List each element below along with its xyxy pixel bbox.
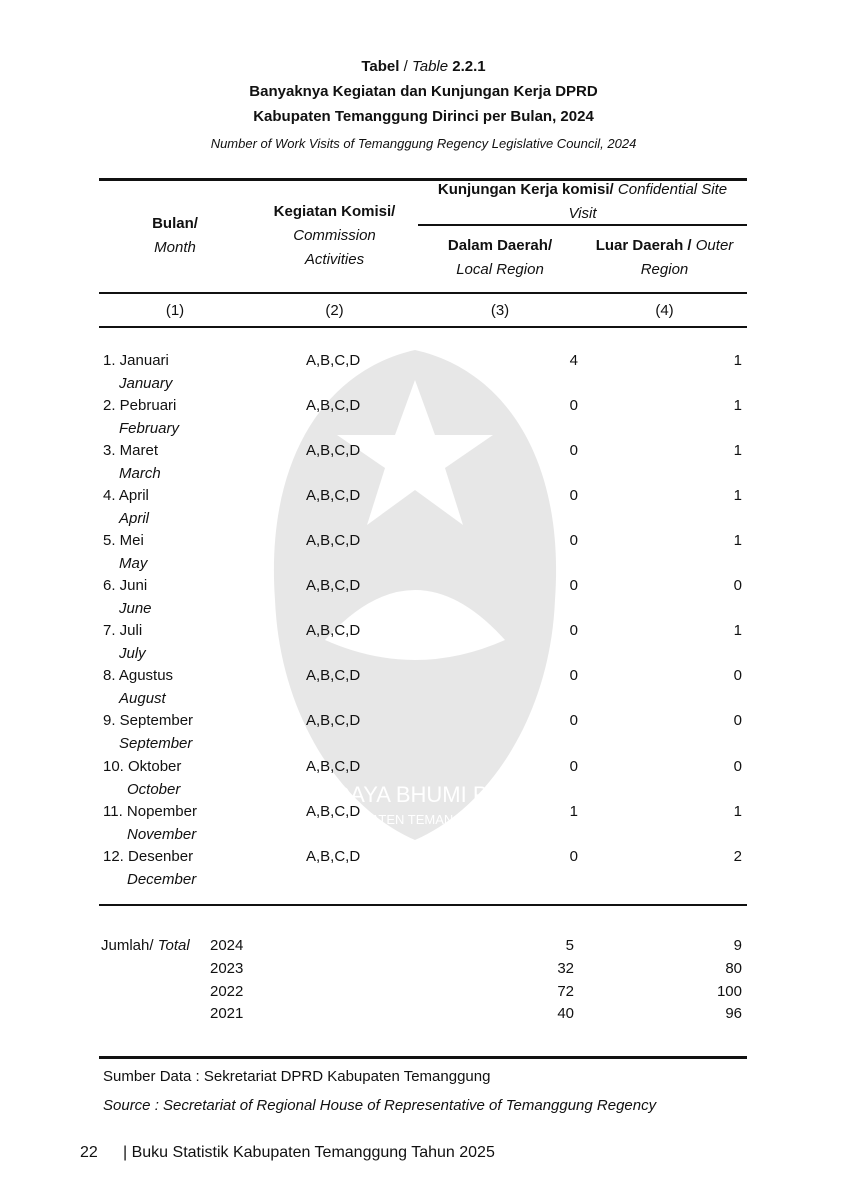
- month-en: July: [119, 645, 146, 662]
- month-en: May: [119, 555, 148, 572]
- table-row: [0, 665, 847, 710]
- header-commission-activities: Kegiatan Komisi/ Commission Activities: [273, 203, 396, 268]
- month-id: 2. Pebruari: [103, 397, 177, 414]
- month-id: 4. April: [103, 487, 149, 504]
- month-id: 9. September: [103, 712, 194, 729]
- table-row: [0, 620, 847, 665]
- table-title-line1: Banyaknya Kegiatan dan Kunjungan Kerja DPRD: [249, 83, 598, 100]
- table-title-en: Number of Work Visits of Temanggung Regency Legislative Council, 2024: [210, 136, 637, 151]
- commission-activities: A,B,C,D: [306, 352, 361, 369]
- total-year: 2022: [210, 983, 244, 1000]
- month-id: 12. Desenber: [103, 848, 194, 865]
- local-visits: 0: [569, 712, 578, 729]
- commission-activities: A,B,C,D: [306, 848, 361, 865]
- outer-visits: 0: [733, 712, 742, 729]
- header-bottom-rule: [99, 292, 747, 294]
- table-row: [0, 846, 847, 891]
- table-row: [0, 801, 847, 846]
- month-id: 7. Juli: [103, 622, 143, 639]
- col-number-3: (3): [490, 302, 510, 319]
- local-visits: 0: [569, 667, 578, 684]
- col-number-1: (1): [165, 302, 185, 319]
- footer-book-title: | Buku Statistik Kabupaten Temanggung Tahun 2025: [123, 1144, 495, 1161]
- page-number: 22: [80, 1144, 98, 1161]
- month-en: April: [119, 510, 150, 527]
- header-month: Bulan/ Month: [152, 215, 198, 256]
- total-local: 40: [557, 1005, 574, 1022]
- month-id: 11. Nopember: [103, 803, 197, 820]
- title-label-id: Tabel: [361, 58, 400, 75]
- total-year: 2021: [210, 1005, 244, 1022]
- total-local: 72: [557, 983, 574, 1000]
- total-outer: 9: [733, 937, 742, 954]
- total-local: 32: [557, 960, 574, 977]
- month-en: January: [119, 375, 173, 392]
- local-visits: 0: [569, 532, 578, 549]
- commission-activities: A,B,C,D: [306, 442, 361, 459]
- outer-visits: 2: [733, 848, 742, 865]
- table-row: [0, 395, 847, 440]
- col-number-2: (2): [325, 302, 344, 319]
- month-id: 5. Mei: [103, 532, 144, 549]
- source-id: Sumber Data : Sekretariat DPRD Kabupaten Temanggung: [103, 1068, 491, 1085]
- month-en: November: [127, 826, 197, 843]
- total-outer: 100: [716, 983, 742, 1000]
- local-visits: 0: [569, 622, 578, 639]
- svg-text:KABUPATEN TEMANGGUNG: KABUPATEN TEMANGGUNG: [327, 812, 503, 827]
- table-row: [0, 756, 847, 801]
- month-en: October: [127, 781, 181, 798]
- table-row: [0, 710, 847, 755]
- table-title-number: [0, 58, 847, 75]
- header-local-region: Dalam Daerah/ Local Region: [447, 237, 553, 278]
- commission-activities: A,B,C,D: [306, 487, 361, 504]
- local-visits: 0: [569, 577, 578, 594]
- total-label: Jumlah/ Total: [101, 937, 190, 954]
- month-id: 1. Januari: [103, 352, 169, 369]
- col-number-4: (4): [655, 302, 674, 319]
- title-label-en: Table: [411, 58, 449, 75]
- commission-activities: A,B,C,D: [306, 532, 361, 549]
- month-id: 10. Oktober: [103, 758, 182, 775]
- total-local: 5: [565, 937, 574, 954]
- commission-activities: A,B,C,D: [306, 712, 361, 729]
- commission-activities: A,B,C,D: [306, 622, 361, 639]
- month-en: February: [119, 420, 180, 437]
- outer-visits: 1: [733, 442, 742, 459]
- table-row: [0, 485, 847, 530]
- local-visits: 1: [569, 803, 578, 820]
- month-en: June: [119, 600, 152, 617]
- number-row-rule: [99, 326, 747, 328]
- month-id: 6. Juni: [103, 577, 148, 594]
- commission-activities: A,B,C,D: [306, 577, 361, 594]
- outer-visits: 0: [733, 577, 742, 594]
- total-outer: 80: [725, 960, 742, 977]
- month-en: August: [119, 690, 166, 707]
- header-site-visit-group: Kunjungan Kerja komisi/ Confidential Site Visit: [437, 181, 728, 222]
- local-visits: 4: [569, 352, 578, 369]
- header-outer-region: Luar Daerah / Outer Region: [595, 237, 734, 278]
- table-row: [0, 350, 847, 395]
- outer-visits: 0: [733, 667, 742, 684]
- total-year: 2024: [210, 937, 244, 954]
- outer-visits: 1: [733, 487, 742, 504]
- month-en: September: [119, 735, 193, 752]
- outer-visits: 1: [733, 397, 742, 414]
- commission-activities: A,B,C,D: [306, 758, 361, 775]
- commission-activities: A,B,C,D: [306, 803, 361, 820]
- svg-text:SWADAYA BHUMI PHALA: SWADAYA BHUMI PHALA: [285, 782, 545, 807]
- local-visits: 0: [569, 487, 578, 504]
- month-id: 8. Agustus: [103, 667, 174, 684]
- commission-activities: A,B,C,D: [306, 667, 361, 684]
- total-outer: 96: [725, 1005, 742, 1022]
- local-visits: 0: [569, 397, 578, 414]
- outer-visits: 1: [733, 803, 742, 820]
- table-bottom-rule: [99, 1056, 747, 1059]
- table-row: [0, 575, 847, 620]
- months-bottom-rule: [99, 904, 747, 906]
- title-slash: /: [403, 58, 408, 75]
- table-row: [0, 530, 847, 575]
- local-visits: 0: [569, 442, 578, 459]
- month-en: March: [119, 465, 161, 482]
- outer-visits: 1: [733, 622, 742, 639]
- month-id: 3. Maret: [103, 442, 159, 459]
- local-visits: 0: [569, 848, 578, 865]
- commission-activities: A,B,C,D: [306, 397, 361, 414]
- month-en: December: [127, 871, 197, 888]
- table-row: [0, 440, 847, 485]
- outer-visits: 1: [733, 532, 742, 549]
- total-year: 2023: [210, 960, 244, 977]
- table-title-line2: Kabupaten Temanggung Dirinci per Bulan, 2024: [253, 108, 594, 125]
- local-visits: 0: [569, 758, 578, 775]
- outer-visits: 0: [733, 758, 742, 775]
- title-number: 2.2.1: [452, 58, 486, 75]
- outer-visits: 1: [733, 352, 742, 369]
- source-en: Source : Secretariat of Regional House of Representative of Temanggung Regency: [103, 1097, 657, 1114]
